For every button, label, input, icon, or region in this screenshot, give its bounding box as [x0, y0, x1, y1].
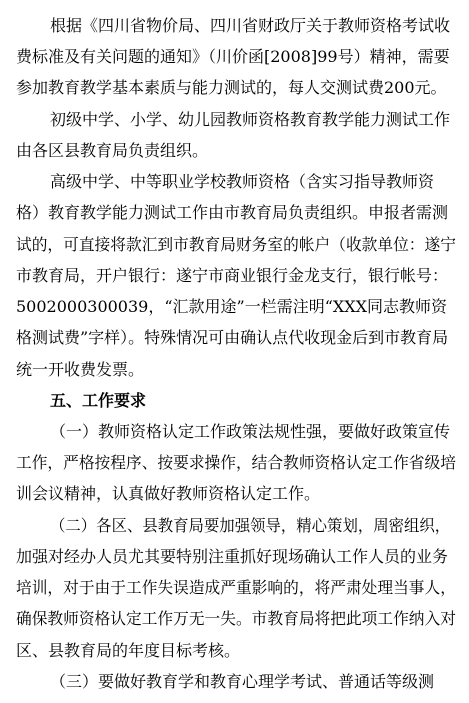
section-heading: 五、工作要求	[50, 390, 147, 410]
text-line: 格测试费”字样）。特殊情况可由确认点代收现金后到市教育局	[16, 328, 449, 348]
text-line: 试的，可直接将款汇到市教育局财务室的帐户（收款单位：遂宁	[16, 234, 456, 254]
text-line: 参加教育教学基本素质与能力测试的，每人交测试费200元。	[16, 78, 447, 98]
text-line: 统一开收费发票。	[16, 359, 145, 379]
text-line: 初级中学、小学、幼儿园教师资格教育教学能力测试工作	[50, 109, 451, 129]
text-line: 区、县教育局的年度目标考核。	[16, 640, 241, 660]
text-line: 由各区县教育局负责组织。	[16, 140, 209, 160]
text-line: 格）教育教学能力测试工作由市教育局负责组织。申报者需测	[16, 203, 449, 223]
text-line: 工作，严格按程序、按要求操作，结合教师资格认定工作省级培	[16, 453, 456, 473]
text-line: （二）各区、县教育局要加强领导，精心策划，周密组织，	[50, 515, 451, 535]
text-line: 培训，对于由于工作失误造成严重影响的，将严肃处理当事人，	[16, 578, 456, 598]
text-line: 根据《四川省物价局、四川省财政厅关于教师资格考试收	[50, 16, 451, 35]
text-line: 训会议精神，认真做好教师资格认定工作。	[16, 484, 321, 504]
text-line: 高级中学、中等职业学校教师资格（含实习指导教师资	[50, 172, 435, 192]
text-line: 市教育局，开户银行：遂宁市商业银行金龙支行，银行帐号：	[16, 265, 449, 285]
text-line: （三）要做好教育学和教育心理学考试、普通话等级测	[50, 671, 435, 691]
text-line: 加强对经办人员尤其要特别注重抓好现场确认工作人员的业务	[16, 546, 449, 566]
text-line: （一）教师资格认定工作政策法规性强，要做好政策宣传	[50, 421, 451, 441]
text-line: 5002000300039，“汇款用途”一栏需注明“XXX同志教师资	[16, 297, 448, 317]
text-line: 费标准及有关问题的通知》（川价函[2008]99号）精神，需要	[16, 47, 450, 67]
text-line: 确保教师资格认定工作万无一失。市教育局将把此项工作纳入对	[16, 609, 456, 629]
